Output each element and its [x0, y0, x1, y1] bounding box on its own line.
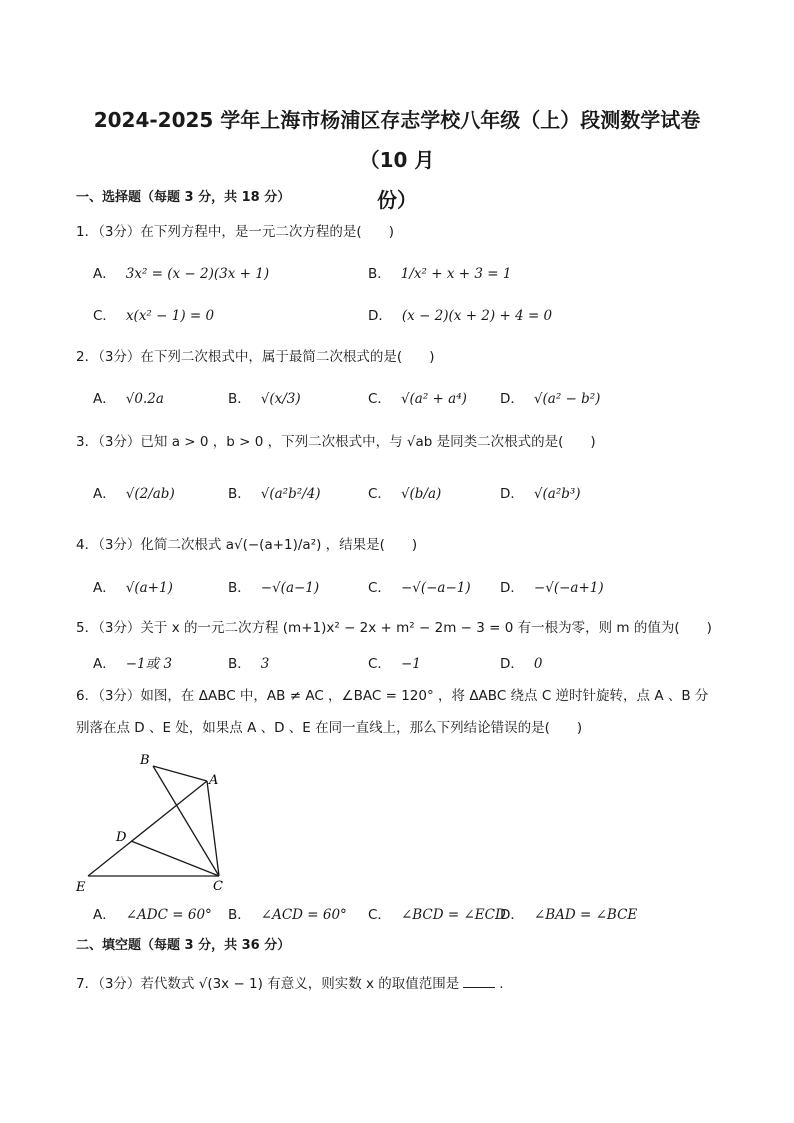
question-4-option-c: [368, 576, 471, 596]
option-content: 3x² = (x − 2)(3x + 1): [125, 266, 270, 282]
question-2-option-c: [368, 387, 467, 407]
option-label: B．: [228, 656, 251, 672]
option-label: A．: [93, 266, 116, 282]
option-content: ∠BAD = ∠BCE: [533, 907, 638, 923]
option-label: D．: [368, 308, 392, 324]
option-label: C．: [368, 391, 391, 407]
option-label: A．: [93, 907, 116, 923]
question-4-option-b: [228, 576, 319, 596]
option-label: C．: [368, 907, 391, 923]
rotation-triangle-figure: [70, 748, 240, 898]
question-2-option-b: [228, 387, 301, 407]
option-content: 0: [533, 656, 543, 672]
option-content: √(a² + a⁴): [400, 391, 467, 407]
question-2-option-d: [500, 387, 600, 407]
option-label: C．: [93, 308, 116, 324]
question-5-stem: 5．（3分）关于 x 的一元二次方程 (m+1)x² − 2x + m² − 2m − 3 = 0 有一根为零，则 m 的值为( ): [76, 620, 712, 636]
question-3-option-b: [228, 482, 321, 502]
option-label: A．: [93, 486, 116, 502]
question-3-option-a: [93, 482, 175, 502]
point-label-d: D: [116, 830, 127, 845]
question-6-option-b: [228, 903, 347, 923]
option-label: C．: [368, 656, 391, 672]
question-4-option-d: [500, 576, 604, 596]
option-content: √(x/3): [260, 391, 301, 407]
option-content: √(b/a): [400, 486, 442, 502]
option-content: ∠BCD = ∠ECD: [400, 907, 506, 923]
option-content: x(x² − 1) = 0: [125, 308, 215, 324]
option-label: B．: [228, 391, 251, 407]
question-7-stem: [76, 972, 504, 992]
question-3-stem: 3．（3分）已知 a > 0 ，b > 0 ，下列二次根式中，与 √ab 是同类二次根式的是( ): [76, 434, 596, 450]
option-content: √(a² − b²): [533, 391, 601, 407]
question-2-stem: 2．（3分）在下列二次根式中，属于最简二次根式的是( ): [76, 349, 435, 365]
question-3-option-d: [500, 482, 581, 502]
option-content: −√(−a−1): [400, 580, 471, 596]
option-label: A．: [93, 391, 116, 407]
question-5-option-d: [500, 652, 543, 672]
option-label: C．: [368, 580, 391, 596]
option-content: √(a²b²/4): [260, 486, 321, 502]
option-content: √0.2a: [125, 391, 164, 407]
option-label: D．: [500, 486, 524, 502]
question-4-stem: 4．（3分）化简二次根式 a√(−(a+1)/a²) ，结果是( ): [76, 537, 418, 553]
option-label: B．: [228, 486, 251, 502]
point-label-b: B: [140, 753, 150, 768]
title-line-1: 2024-2025 学年上海市杨浦区存志学校八年级（上）段测数学试卷（10 月: [93, 108, 701, 172]
question-1-option-b: [368, 262, 511, 282]
question-3-option-c: [368, 482, 441, 502]
option-content: 3: [260, 656, 270, 672]
option-content: ∠ADC = 60°: [125, 907, 212, 923]
question-5-option-c: [368, 652, 421, 672]
answer-blank: [463, 975, 495, 988]
point-label-e: E: [76, 880, 86, 895]
option-content: 1/x² + x + 3 = 1: [400, 266, 512, 282]
option-label: C．: [368, 486, 391, 502]
question-1-option-c: [93, 304, 214, 324]
question-7-text: 7．（3分）若代数式 √(3x − 1) 有意义，则实数 x 的取值范围是: [76, 976, 460, 992]
question-6-option-d: [500, 903, 637, 923]
option-label: D．: [500, 580, 524, 596]
segment-dc: [131, 841, 219, 876]
section-heading-fill: 二、填空题（每题 3 分，共 36 分）: [76, 938, 291, 953]
option-content: ∠ACD = 60°: [260, 907, 347, 923]
question-5-option-a: [93, 652, 172, 672]
section-heading-choice: 一、选择题（每题 3 分，共 18 分）: [76, 190, 291, 205]
question-5-option-b: [228, 652, 269, 672]
option-content: √(2/ab): [125, 486, 175, 502]
point-label-c: C: [213, 879, 223, 894]
question-1-stem: 1．（3分）在下列方程中，是一元二次方程的是( ): [76, 224, 394, 240]
question-2-option-a: [93, 387, 164, 407]
option-label: D．: [500, 391, 524, 407]
segment-ac: [207, 781, 219, 876]
option-label: A．: [93, 580, 116, 596]
question-1-option-a: [93, 262, 269, 282]
option-content: √(a²b³): [533, 486, 581, 502]
option-content: (x − 2)(x + 2) + 4 = 0: [401, 308, 553, 324]
title-line-2: 份）: [377, 188, 417, 212]
question-6-stem: 6．（3分）如图，在 ΔABC 中，AB ≠ AC ，∠BAC = 120° ，将 ΔABC 绕点 C 逆时针旋转，点 A 、B 分别落在点 D 、E 处，如果点 A 、D 、E 在同一直线上，那么下列结论错误的是( ): [76, 688, 709, 736]
question-7-end: .: [499, 976, 504, 992]
option-label: D．: [500, 907, 524, 923]
option-content: −√(−a+1): [533, 580, 604, 596]
option-label: A．: [93, 656, 116, 672]
question-6-option-a: [93, 903, 212, 923]
option-content: −1: [400, 656, 421, 672]
option-content: √(a+1): [125, 580, 173, 596]
segment-ea: [88, 781, 207, 876]
option-content: −1或 3: [125, 656, 173, 672]
option-label: B．: [228, 580, 251, 596]
point-label-a: A: [209, 773, 219, 788]
option-label: B．: [228, 907, 251, 923]
option-content: −√(a−1): [260, 580, 320, 596]
option-label: D．: [500, 656, 524, 672]
question-4-option-a: [93, 576, 173, 596]
question-1-option-d: [368, 304, 552, 324]
question-6-option-c: [368, 903, 506, 923]
option-label: B．: [368, 266, 391, 282]
